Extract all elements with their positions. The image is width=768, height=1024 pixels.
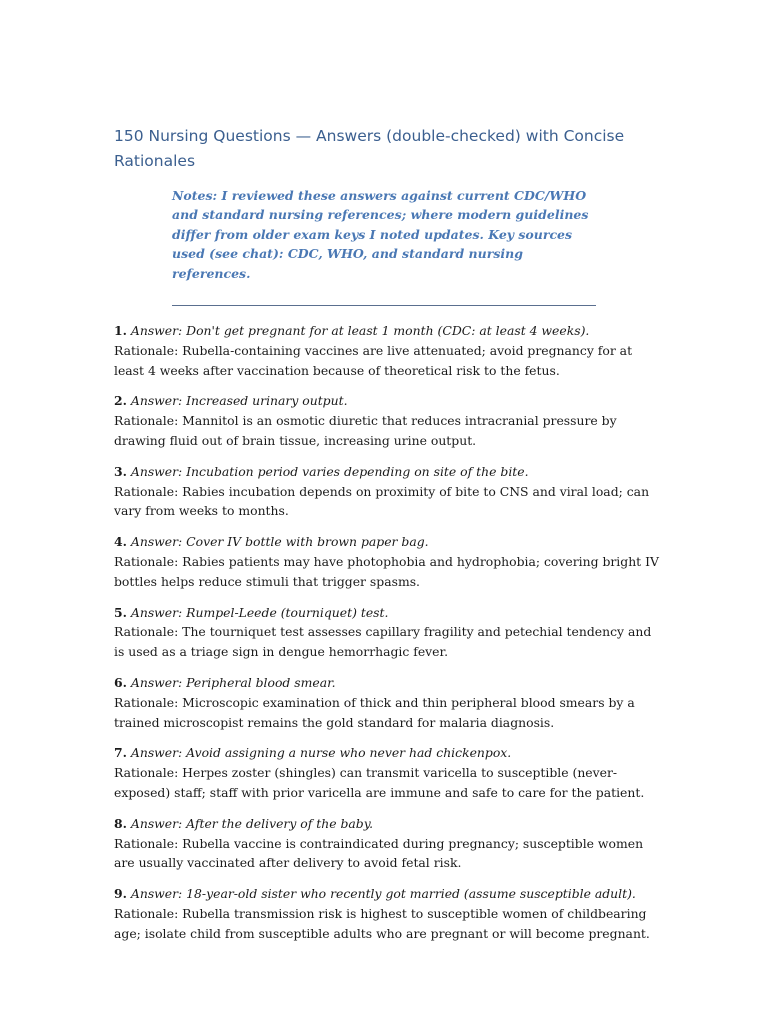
answer-text: Answer: Avoid assigning a nurse who never had chickenpox. xyxy=(130,745,512,761)
qa-item-4 xyxy=(114,532,662,591)
qa-item-8 xyxy=(114,814,662,873)
question-number: 3. xyxy=(114,463,127,479)
answer-text: Answer: 18-year-old sister who recently got married (assume susceptible adult). xyxy=(130,886,636,902)
answer-text: Answer: Incubation period varies depending on site of the bite. xyxy=(130,463,529,479)
answer-line xyxy=(114,532,662,552)
question-number: 4. xyxy=(114,534,127,550)
answer-line xyxy=(114,673,662,693)
answer-text: Answer: Rumpel-Leede (tourniquet) test. xyxy=(130,604,389,620)
rationale-text: Rationale: The tourniquet test assesses capillary fragility and petechial tendency and is used as a triage sign in dengue hemorrhagic fever. xyxy=(114,624,652,660)
notes-paragraph: Notes: I reviewed these answers against current CDC/WHO and standard nursing references; where modern guidelines differ from older exam keys I noted updates. Key sources used (see chat): CDC, WHO, and standard nursing references. xyxy=(172,188,589,281)
qa-item-6 xyxy=(114,673,662,732)
rationale-text: Rationale: Microscopic examination of thick and thin peripheral blood smears by a trained microscopist remains the gold standard for malaria diagnosis. xyxy=(114,694,635,730)
rationale-text: Rationale: Herpes zoster (shingles) can transmit varicella to susceptible (never-exposed) staff; staff with prior varicella are immune and safe to care for the patient. xyxy=(114,765,645,800)
qa-item-2 xyxy=(114,391,662,450)
answer-text: Answer: Peripheral blood smear. xyxy=(130,674,336,690)
qa-list xyxy=(114,321,662,944)
qa-item-1 xyxy=(114,321,662,380)
question-number: 1. xyxy=(114,323,127,339)
horizontal-divider xyxy=(172,305,596,306)
answer-line xyxy=(114,814,662,834)
rationale-text: Rationale: Mannitol is an osmotic diuretic that reduces intracranial pressure by drawing fluid out of brain tissue, increasing urine output. xyxy=(114,413,617,449)
qa-item-3 xyxy=(114,462,662,521)
answer-line xyxy=(114,391,662,411)
document-title: 150 Nursing Questions — Answers (double-checked) with Concise Rationales xyxy=(114,127,625,170)
question-number: 5. xyxy=(114,604,127,620)
question-number: 6. xyxy=(114,674,127,690)
question-number: 8. xyxy=(114,815,127,831)
answer-text: Answer: After the delivery of the baby. xyxy=(130,815,374,831)
answer-text: Answer: Increased urinary output. xyxy=(130,393,348,409)
answer-line xyxy=(114,884,662,904)
qa-item-5 xyxy=(114,603,662,662)
answer-line xyxy=(114,321,662,341)
question-number: 2. xyxy=(114,393,127,409)
rationale-text: Rationale: Rabies incubation depends on proximity of bite to CNS and viral load; can vary from weeks to months. xyxy=(114,483,650,519)
qa-item-7 xyxy=(114,743,662,802)
question-number: 7. xyxy=(114,745,127,761)
rationale-text: Rationale: Rabies patients may have photophobia and hydrophobia; covering bright IV bottles helps reduce stimuli that trigger spasms. xyxy=(114,554,659,589)
rationale-text: Rationale: Rubella-containing vaccines are live attenuated; avoid pregnancy for at least 4 weeks after vaccination because of theoretical risk to the fetus. xyxy=(114,342,633,378)
answer-line xyxy=(114,743,662,763)
rationale-text: Rationale: Rubella transmission risk is highest to susceptible women of childbearing age; isolate child from susceptible adults who are pregnant or will become pregnant. xyxy=(114,905,650,941)
question-number: 9. xyxy=(114,886,127,902)
answer-text: Answer: Cover IV bottle with brown paper bag. xyxy=(130,534,429,550)
answer-line xyxy=(114,462,662,482)
document-page xyxy=(114,124,662,955)
rationale-text: Rationale: Rubella vaccine is contraindicated during pregnancy; susceptible women are usually vaccinated after delivery to avoid fetal risk. xyxy=(114,835,644,871)
answer-text: Answer: Don't get pregnant for at least 1 month (CDC: at least 4 weeks). xyxy=(130,323,590,339)
qa-item-9 xyxy=(114,884,662,943)
answer-line xyxy=(114,603,662,623)
